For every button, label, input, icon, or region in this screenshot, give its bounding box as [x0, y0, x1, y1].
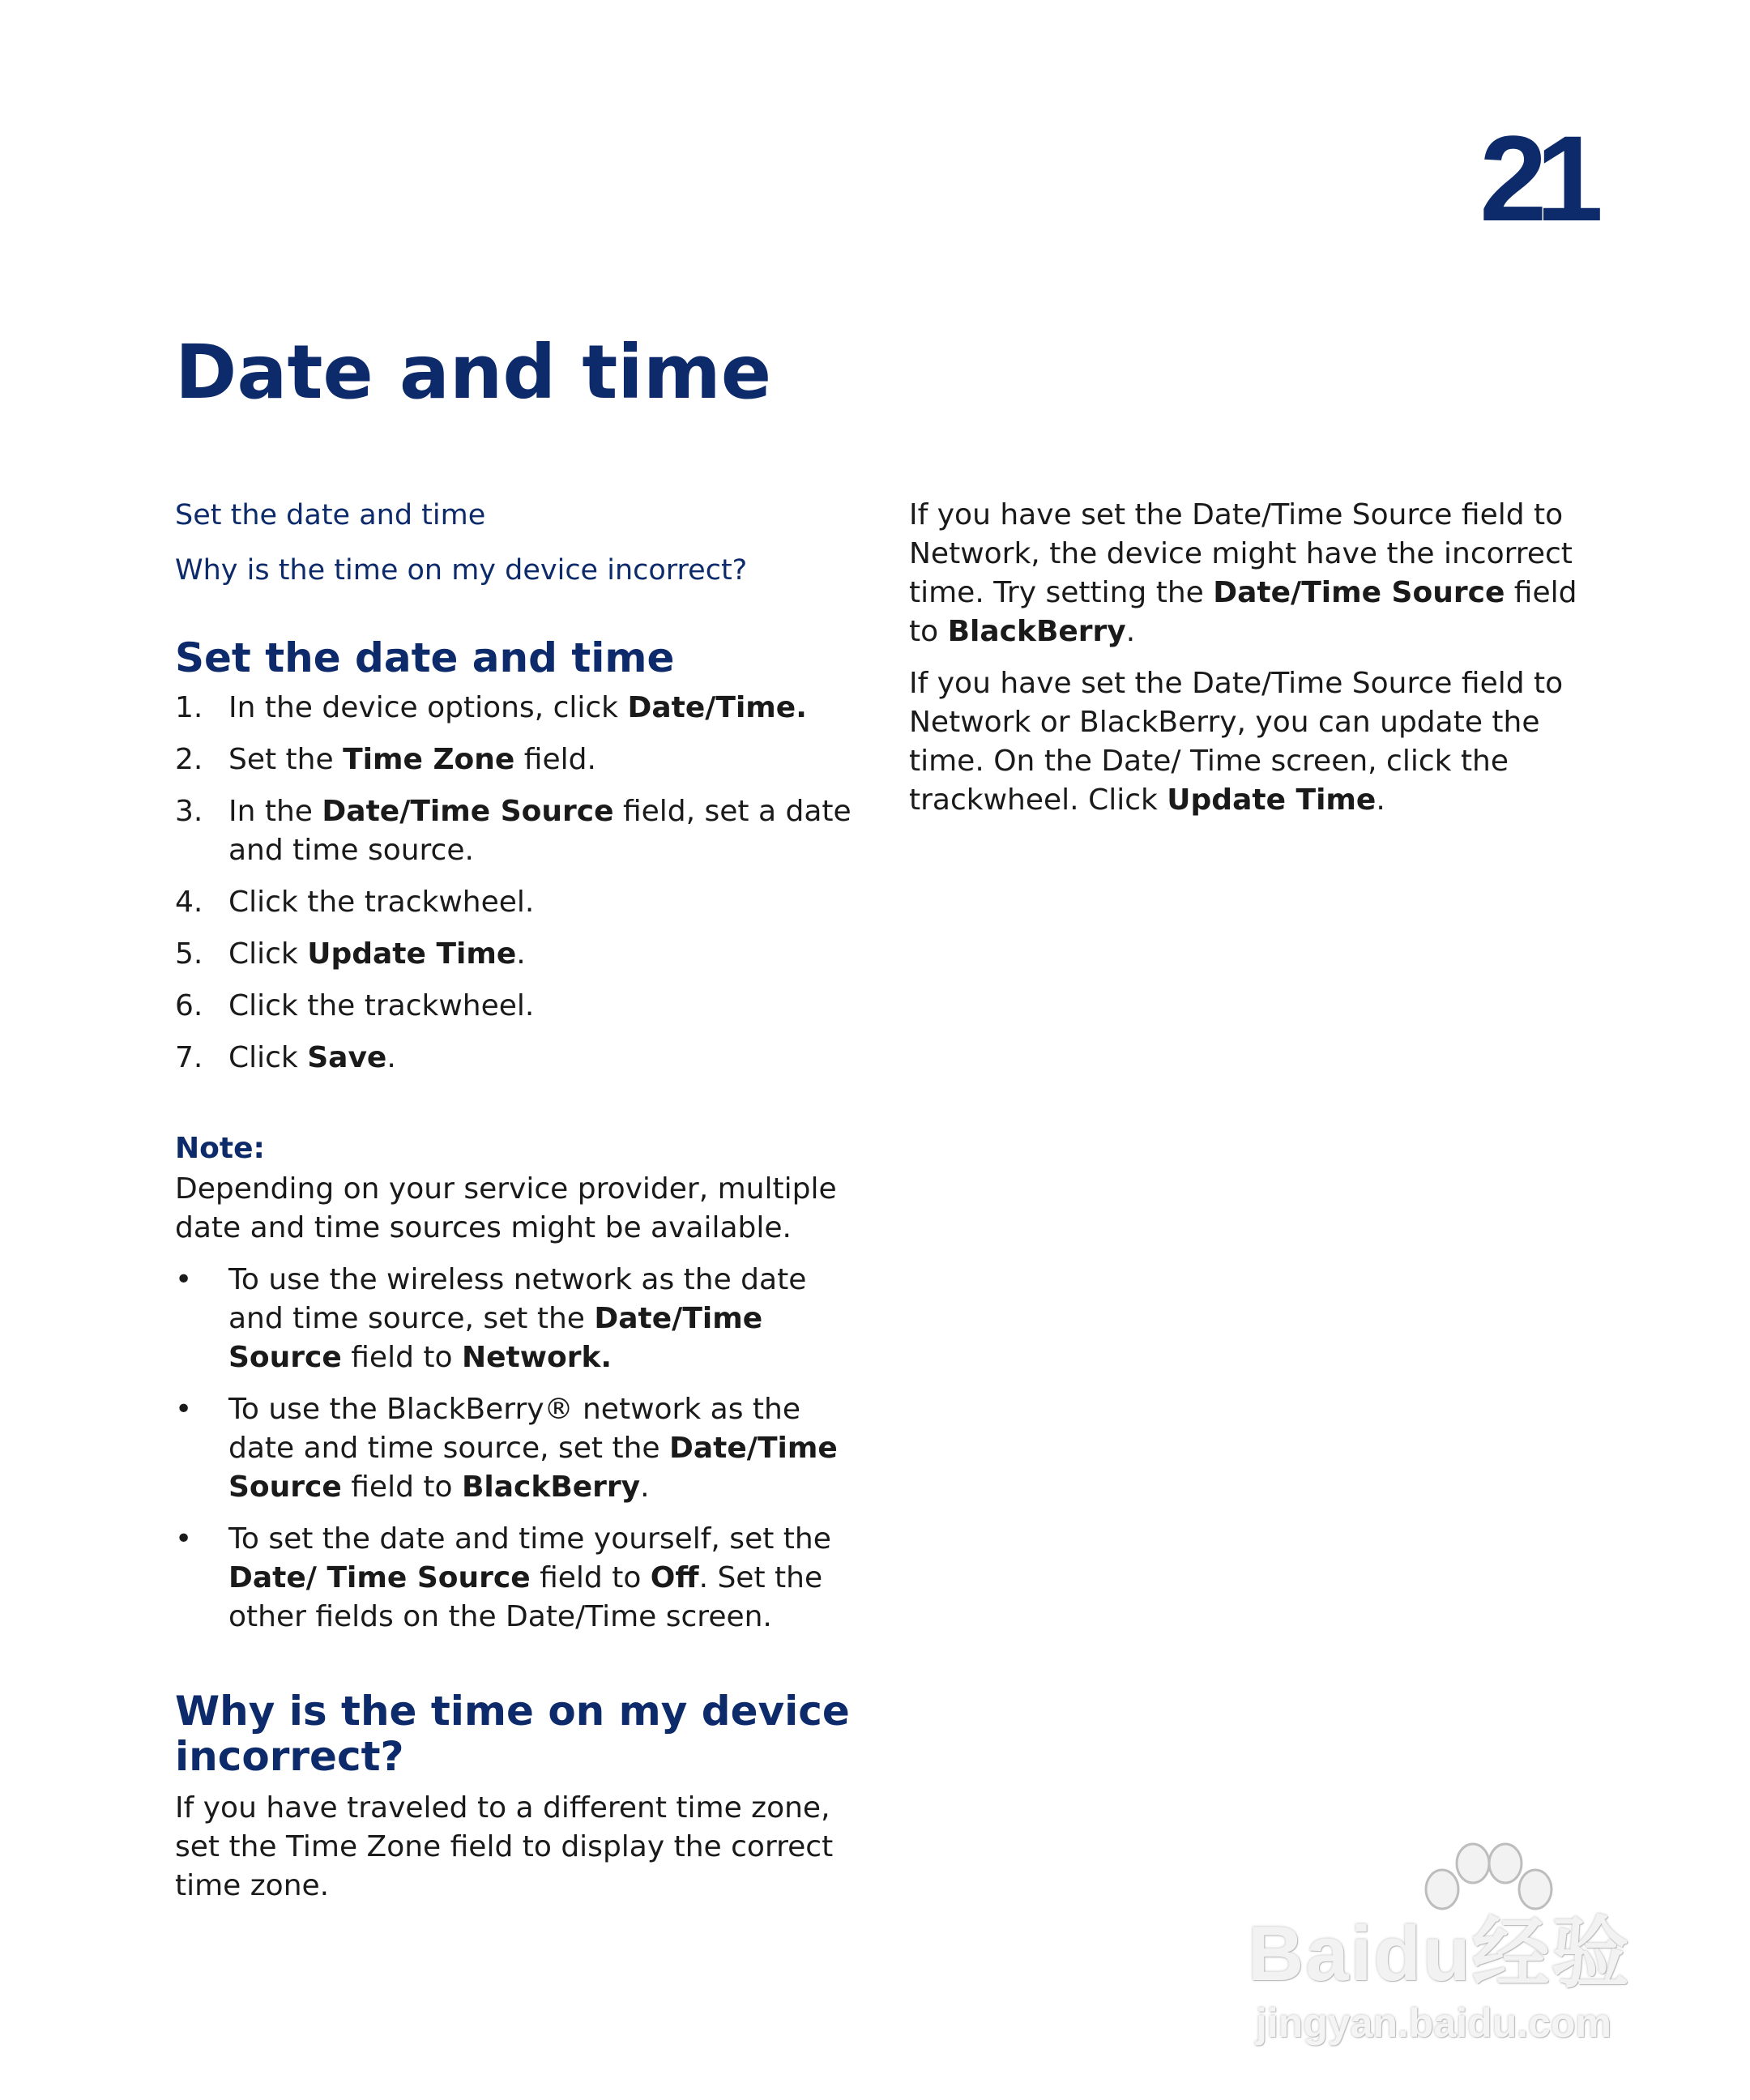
list-item: • To set the date and time yourself, set the Date/ Time Source field to Off. Set the other fields on the Date/Time screen.	[175, 1520, 856, 1637]
list-item: 3. In the Date/Time Source field, set a date and time source.	[175, 795, 852, 867]
note-label: Note:	[175, 1132, 265, 1165]
toc-link-why-time-incorrect[interactable]: Why is the time on my device incorrect?	[175, 554, 748, 587]
right-column	[909, 496, 1606, 833]
toc-link-set-date-time[interactable]: Set the date and time	[175, 499, 486, 531]
baidu-watermark	[1248, 1839, 1669, 2050]
right-paragraph-2: If you have set the Date/Time Source field to Network or BlackBerry, you can update the time. On the Date/ Time screen, click the trackwheel. Click Update Time.	[909, 667, 1564, 817]
section-heading-why-time-incorrect: Why is the time on my device incorrect?	[175, 1688, 850, 1780]
section-heading-set-date-time: Set the date and time	[175, 634, 675, 681]
bullet-icon: •	[175, 1522, 193, 1556]
left-column	[175, 496, 856, 1919]
steps-list	[175, 689, 856, 1078]
bullet-icon: •	[175, 1393, 193, 1426]
bullet-icon: •	[175, 1263, 193, 1296]
watermark-brand: Baidu经验	[1248, 1910, 1631, 1997]
list-item: 5. Click Update Time.	[175, 937, 526, 971]
list-item: 2. Set the Time Zone field.	[175, 743, 596, 776]
why-text: If you have traveled to a different time zone, set the Time Zone field to display the correct time zone.	[175, 1791, 834, 1902]
list-item: 4. Click the trackwheel.	[175, 886, 535, 919]
list-item: 7. Click Save.	[175, 1041, 396, 1074]
right-paragraph-1: If you have set the Date/Time Source field to Network, the device might have the incorrect time. Try setting the Date/Time Source field to BlackBerry.	[909, 498, 1577, 648]
chapter-title: Date and time	[175, 329, 772, 416]
watermark-url: jingyan.baidu.com	[1256, 2000, 1611, 2046]
list-item: • To use the BlackBerry® network as the date and time source, set the Date/Time Source field to BlackBerry.	[175, 1390, 856, 1507]
list-item: 6. Click the trackwheel.	[175, 989, 535, 1022]
list-item: 1. In the device options, click Date/Time.	[175, 691, 807, 724]
list-item: • To use the wireless network as the date and time source, set the Date/Time Source field to Network.	[175, 1261, 856, 1377]
note-text: Depending on your service provider, multiple date and time sources might be available.	[175, 1172, 837, 1244]
bullet-list	[175, 1261, 856, 1637]
paw-icon	[1410, 1839, 1564, 1920]
chapter-number: 21	[1479, 110, 1592, 246]
